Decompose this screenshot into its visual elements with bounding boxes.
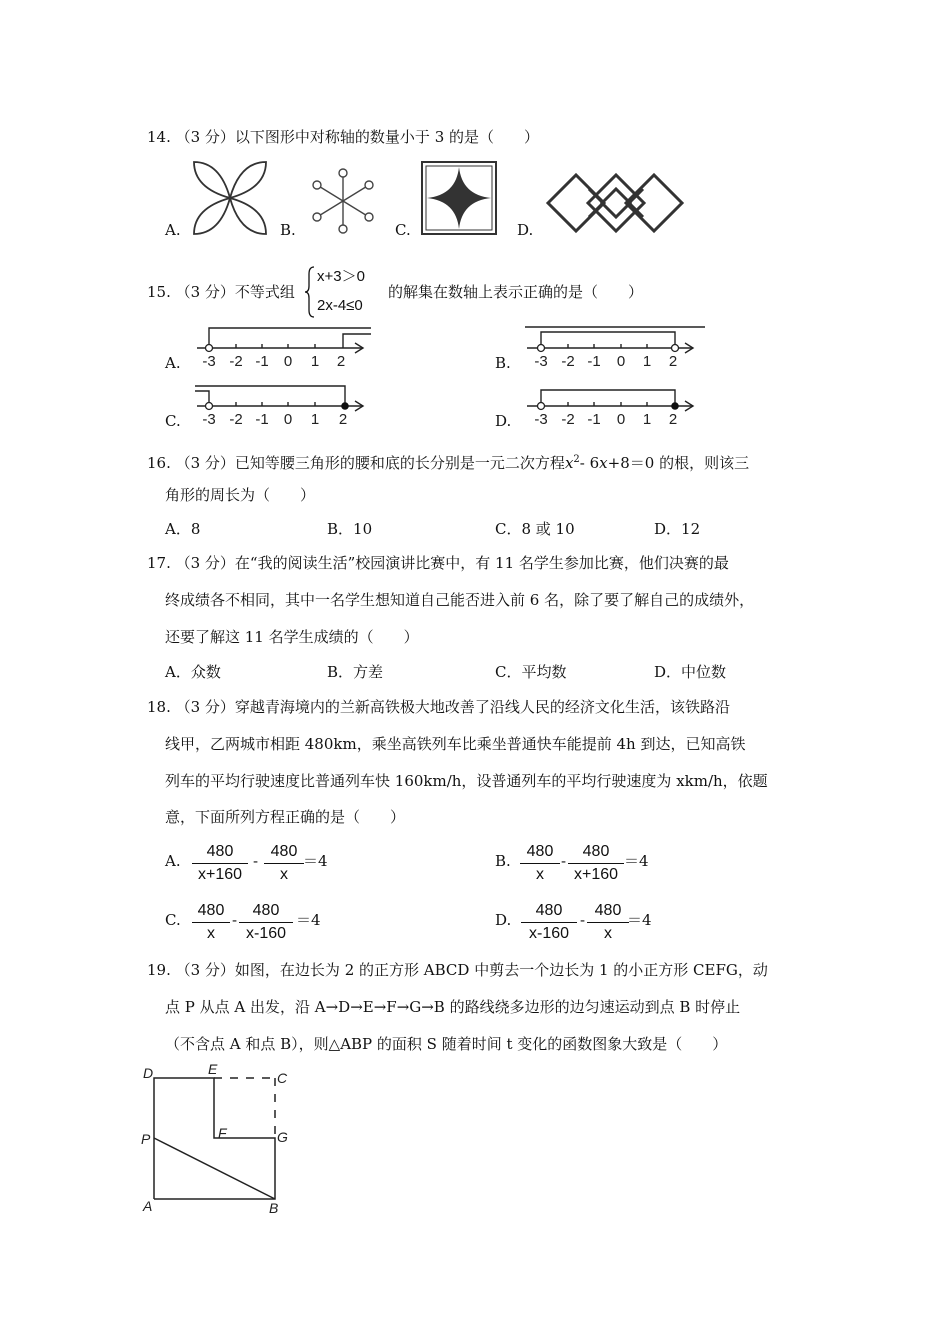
q14-option-b-label: B. bbox=[280, 221, 296, 239]
tick-label: 2 bbox=[336, 353, 346, 370]
label-e: E bbox=[208, 1062, 218, 1077]
q16-exponent: 2 bbox=[573, 454, 580, 465]
q19-line-1: 19. （3 分）如图，在边长为 2 的正方形 ABCD 中剪去一个边长为 1 的小正方形 CEFG，动 bbox=[147, 961, 768, 979]
q18-d-fraction-1 bbox=[521, 902, 577, 943]
denominator: x+160 bbox=[197, 866, 243, 883]
q15-option-c-label: C. bbox=[165, 412, 181, 430]
q18-b-fraction-2 bbox=[568, 843, 624, 884]
q15-stem-prefix: 15. （3 分）不等式组 bbox=[147, 283, 295, 301]
q18-option-d-label: D. bbox=[495, 911, 512, 929]
q16-line-1 bbox=[147, 451, 749, 472]
q18-b-rhs: ＝4 bbox=[624, 852, 649, 870]
q15-inequality-1: x+3＞0 bbox=[317, 268, 365, 285]
tick-label: 1 bbox=[310, 353, 320, 370]
q15-option-b-label: B. bbox=[495, 354, 511, 372]
q18-option-b-label: B. bbox=[495, 852, 511, 870]
tick-label: 1 bbox=[642, 411, 652, 428]
label-b: B bbox=[269, 1200, 279, 1216]
q19-line-3: （不含点 A 和点 B），则△ABP 的面积 S 随着时间 t 变化的函数图象大致是（ ） bbox=[165, 1035, 728, 1053]
tick-label: 1 bbox=[310, 411, 320, 428]
q16-text: 16. （3 分）已知等腰三角形的腰和底的长分别是一元二次方程 bbox=[147, 454, 565, 472]
denominator: x bbox=[207, 925, 215, 942]
q18-c-fraction-2 bbox=[239, 902, 293, 943]
q16-var-x: x bbox=[564, 454, 574, 472]
denominator: x bbox=[604, 925, 612, 942]
numerator: 480 bbox=[582, 843, 610, 860]
numerator: 480 bbox=[535, 902, 563, 919]
numerator: 480 bbox=[594, 902, 622, 919]
tick-label: -2 bbox=[561, 353, 575, 370]
q15-stem-suffix: 的解集在数轴上表示正确的是（ ） bbox=[388, 283, 644, 301]
q18-d-rhs: ＝4 bbox=[627, 911, 652, 929]
q14-diamond-chain-figure bbox=[545, 170, 689, 236]
q15-number-line-d bbox=[525, 380, 707, 430]
q17-line-2: 终成绩各不相同，其中一名学生想知道自己能否进入前 6 名，除了要了解自己的成绩外， bbox=[165, 591, 755, 609]
q18-option-a-label: A. bbox=[165, 852, 181, 870]
label-a: A bbox=[143, 1198, 153, 1214]
q19-line-2: 点 P 从点 A 出发，沿 A→D→E→F→G→B 的路线绕多边形的边匀速运动到点 B 时停止 bbox=[165, 998, 741, 1016]
q16-option-a: A．8 bbox=[165, 520, 201, 538]
q19-square-figure bbox=[138, 1062, 298, 1222]
numerator: 480 bbox=[252, 902, 280, 919]
numerator: 480 bbox=[526, 843, 554, 860]
q18-c-operator: - bbox=[232, 911, 238, 929]
q18-b-fraction-1 bbox=[520, 843, 560, 884]
tick-label: -3 bbox=[534, 353, 548, 370]
q14-option-c-label: C. bbox=[395, 221, 411, 239]
tick-label: -2 bbox=[229, 353, 243, 370]
q18-d-operator: - bbox=[580, 911, 586, 929]
numerator: 480 bbox=[270, 843, 298, 860]
label-d: D bbox=[143, 1065, 154, 1081]
q17-option-c: C．平均数 bbox=[495, 663, 567, 681]
q18-c-fraction-1 bbox=[192, 902, 230, 943]
tick-label: 1 bbox=[642, 353, 652, 370]
denominator: x-160 bbox=[528, 925, 570, 942]
tick-label: 0 bbox=[616, 411, 626, 428]
q14-option-d-label: D. bbox=[517, 221, 534, 239]
q18-c-rhs: ＝4 bbox=[296, 911, 321, 929]
denominator: x bbox=[280, 866, 288, 883]
q14-snowflake-figure bbox=[306, 168, 380, 234]
q16-option-b: B．10 bbox=[327, 520, 373, 538]
q16-option-c: C．8 或 10 bbox=[495, 520, 575, 538]
q17-line-3: 还要了解这 11 名学生成绩的（ ） bbox=[165, 628, 419, 646]
tick-label: -1 bbox=[255, 353, 269, 370]
tick-label: 0 bbox=[283, 353, 293, 370]
q18-line-3: 列车的平均行驶速度比普通列车快 160km/h，设普通列车的平均行驶速度为 xkm/h，依题 bbox=[165, 772, 768, 790]
label-g: G bbox=[277, 1129, 288, 1145]
q17-option-b: B．方差 bbox=[327, 663, 384, 681]
q14-four-petal-figure bbox=[190, 158, 270, 238]
q16-var-x: x bbox=[599, 454, 608, 472]
tick-label: -3 bbox=[202, 353, 216, 370]
q18-a-rhs: ＝4 bbox=[303, 852, 328, 870]
tick-label: -1 bbox=[255, 411, 269, 428]
q18-a-fraction-2 bbox=[264, 843, 304, 884]
label-f: F bbox=[218, 1125, 227, 1141]
q15-number-line-b bbox=[525, 322, 707, 372]
q17-line-1: 17. （3 分）在“我的阅读生活”校园演讲比赛中，有 11 名学生参加比赛，他们决赛的最 bbox=[147, 554, 729, 572]
q16-option-d: D．12 bbox=[654, 520, 701, 538]
q17-option-d: D．中位数 bbox=[654, 663, 727, 681]
q18-line-2: 线甲，乙两城市相距 480km，乘坐高铁列车比乘坐普通快车能提前 4h 到达，已知高铁 bbox=[165, 735, 746, 753]
q15-number-line-a bbox=[195, 322, 375, 372]
tick-label: 0 bbox=[616, 353, 626, 370]
q14-option-a-label: A. bbox=[165, 221, 181, 239]
q18-line-4: 意，下面所列方程正确的是（ ） bbox=[165, 808, 406, 826]
tick-label: -2 bbox=[229, 411, 243, 428]
q16-text-end: +8＝0 的根，则该三 bbox=[607, 454, 750, 472]
q18-line-1: 18. （3 分）穿越青海境内的兰新高铁极大地改善了沿线人民的经济文化生活，该铁路沿 bbox=[147, 698, 730, 716]
q18-b-operator: - bbox=[561, 852, 567, 870]
q14-star-in-square-figure bbox=[420, 160, 498, 236]
q18-d-fraction-2 bbox=[587, 902, 629, 943]
q16-line-2: 角形的周长为（ ） bbox=[165, 486, 316, 504]
q17-option-a: A．众数 bbox=[165, 663, 221, 681]
numerator: 480 bbox=[197, 902, 225, 919]
numerator: 480 bbox=[206, 843, 234, 860]
q18-a-fraction-1 bbox=[192, 843, 248, 884]
tick-label: -1 bbox=[587, 353, 601, 370]
denominator: x-160 bbox=[245, 925, 287, 942]
tick-label: 2 bbox=[668, 411, 678, 428]
q14-stem: 14. （3 分）以下图形中对称轴的数量小于 3 的是（ ） bbox=[147, 128, 540, 146]
q18-a-operator: - bbox=[253, 852, 259, 870]
tick-label: 2 bbox=[668, 353, 678, 370]
q18-option-c-label: C. bbox=[165, 911, 181, 929]
denominator: x+160 bbox=[573, 866, 619, 883]
q15-inequality-2: 2x-4≤0 bbox=[317, 297, 363, 314]
label-p: P bbox=[141, 1131, 151, 1147]
q15-number-line-c bbox=[195, 380, 377, 430]
tick-label: -2 bbox=[561, 411, 575, 428]
tick-label: -3 bbox=[534, 411, 548, 428]
q15-option-a-label: A. bbox=[165, 354, 181, 372]
label-c: C bbox=[277, 1070, 288, 1086]
tick-label: 2 bbox=[338, 411, 348, 428]
tick-label: -3 bbox=[202, 411, 216, 428]
tick-label: 0 bbox=[283, 411, 293, 428]
q16-text-mid: - 6 bbox=[579, 454, 600, 472]
denominator: x bbox=[536, 866, 544, 883]
q15-option-d-label: D. bbox=[495, 412, 512, 430]
q15-system-brace bbox=[305, 266, 315, 318]
tick-label: -1 bbox=[587, 411, 601, 428]
